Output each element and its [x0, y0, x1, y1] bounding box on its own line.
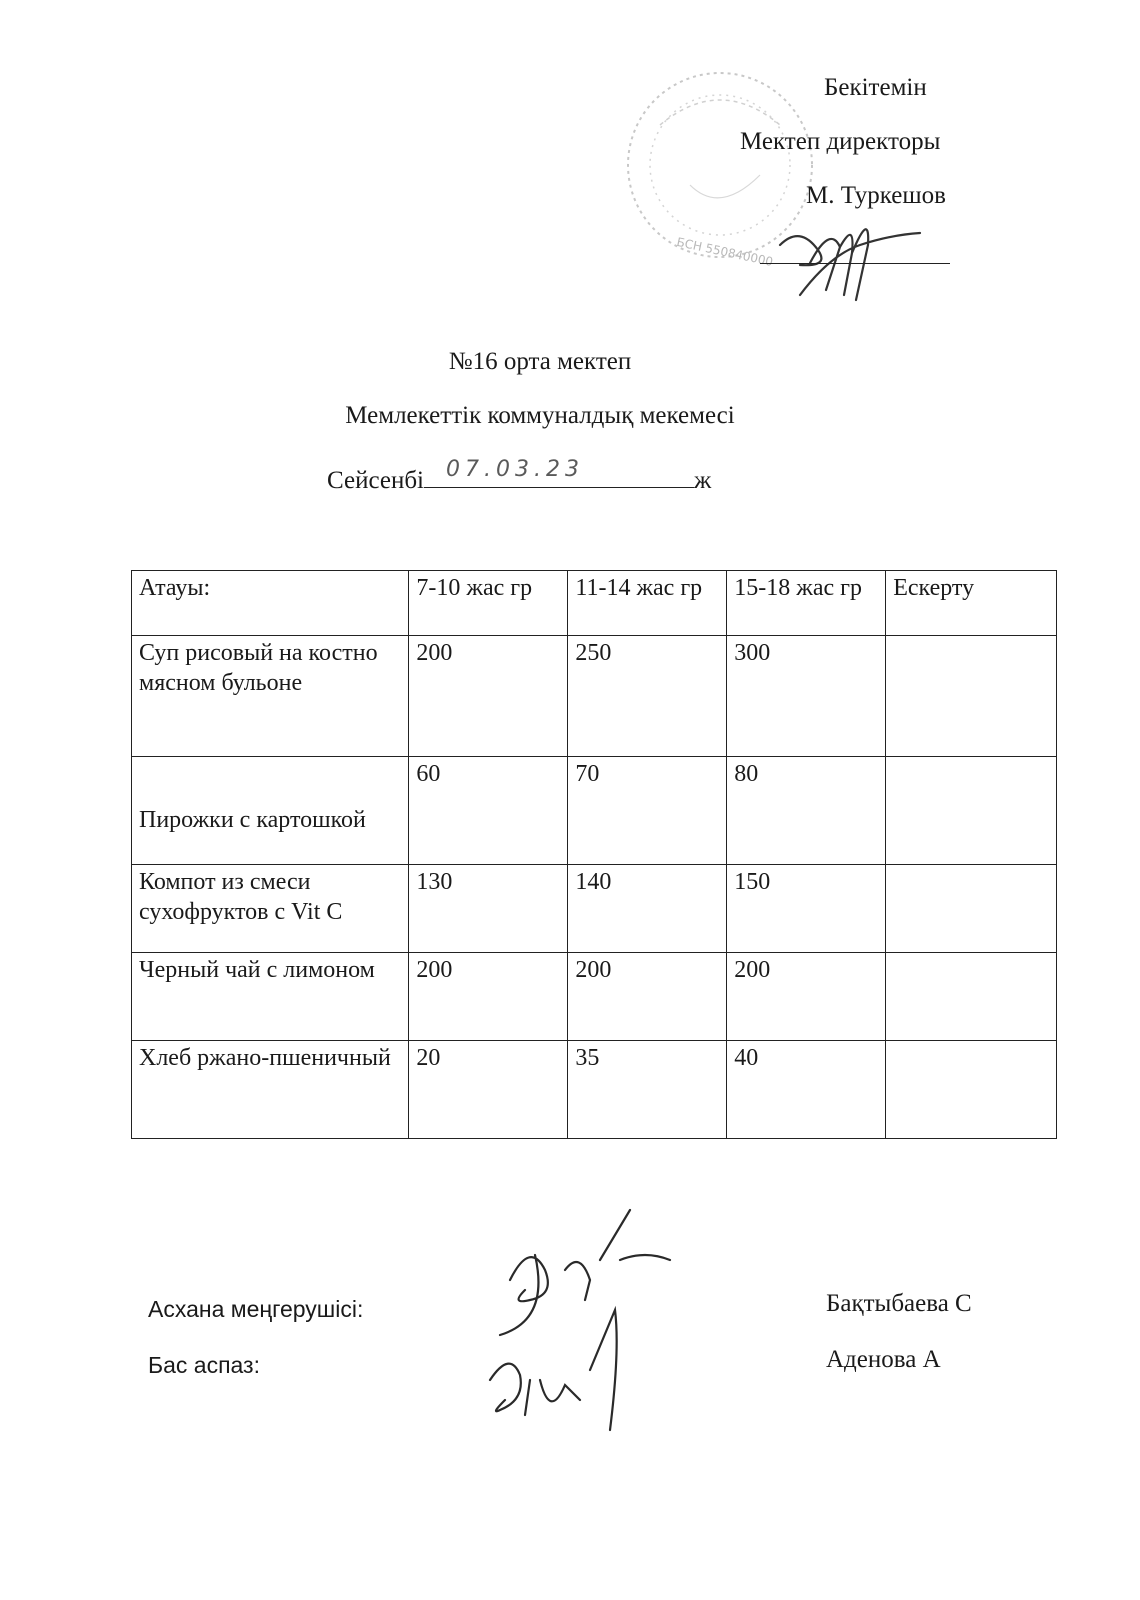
- portion-cell: 250: [568, 636, 727, 757]
- institution-title: Мемлекеттік коммуналдық мекемесі: [345, 402, 735, 429]
- svg-text:БСН 550840000: БСН 550840000: [675, 234, 775, 269]
- approval-position: Мектеп директоры: [740, 128, 941, 155]
- portion-cell: 20: [409, 1041, 568, 1139]
- approval-director-name: М. Туркешов: [806, 182, 946, 209]
- note-cell: [886, 953, 1057, 1041]
- portion-cell: 200: [409, 953, 568, 1041]
- portion-cell: 300: [727, 636, 886, 757]
- portion-cell: 200: [409, 636, 568, 757]
- school-title: №16 орта мектеп: [448, 348, 632, 375]
- dish-name: Суп рисовый на костно мясном бульоне: [132, 636, 409, 757]
- portion-cell: 40: [727, 1041, 886, 1139]
- dish-name: Черный чай с лимоном: [132, 953, 409, 1041]
- portion-cell: 130: [409, 865, 568, 953]
- note-cell: [886, 1041, 1057, 1139]
- note-cell: [886, 636, 1057, 757]
- date-line: [327, 459, 711, 495]
- portion-cell: 200: [568, 953, 727, 1041]
- column-header: 7-10 жас гр: [409, 571, 568, 636]
- portion-cell: 150: [727, 865, 886, 953]
- day-label: Сейсенбі: [327, 467, 424, 494]
- staff-signatures: [470, 1200, 690, 1440]
- column-header: Атауы:: [132, 571, 409, 636]
- canteen-manager-label: Асхана меңгерушісі:: [148, 1296, 364, 1322]
- head-cook-name: Аденова А: [826, 1346, 941, 1373]
- table-row: [132, 636, 1057, 757]
- head-cook-label: Бас аспаз:: [148, 1352, 260, 1378]
- column-header: 15-18 жас гр: [727, 571, 886, 636]
- note-cell: [886, 757, 1057, 865]
- approval-block: [700, 70, 990, 310]
- column-header: 11-14 жас гр: [568, 571, 727, 636]
- canteen-manager-name: Бақтыбаева С: [826, 1290, 972, 1317]
- dish-name: Пирожки с картошкой: [132, 757, 409, 865]
- year-suffix: ж: [694, 467, 712, 494]
- dish-name: Компот из смеси сухофруктов с Vit C: [132, 865, 409, 953]
- table-header-row: [132, 571, 1057, 636]
- table-row: [132, 757, 1057, 865]
- table-row: [132, 1041, 1057, 1139]
- portion-cell: 35: [568, 1041, 727, 1139]
- signature-line: [760, 263, 950, 264]
- portion-cell: 200: [727, 953, 886, 1041]
- portion-cell: 80: [727, 757, 886, 865]
- column-header: Ескерту: [886, 571, 1057, 636]
- table-row: [132, 953, 1057, 1041]
- portion-cell: 140: [568, 865, 727, 953]
- handwritten-date: 07.03.23: [446, 457, 584, 482]
- portion-cell: 70: [568, 757, 727, 865]
- menu-table: [131, 570, 1057, 1139]
- note-cell: [886, 865, 1057, 953]
- date-blank: [424, 459, 694, 488]
- portion-cell: 60: [409, 757, 568, 865]
- table-row: [132, 865, 1057, 953]
- dish-name: Хлеб ржано-пшеничный: [132, 1041, 409, 1139]
- approval-title: Бекітемін: [824, 74, 927, 101]
